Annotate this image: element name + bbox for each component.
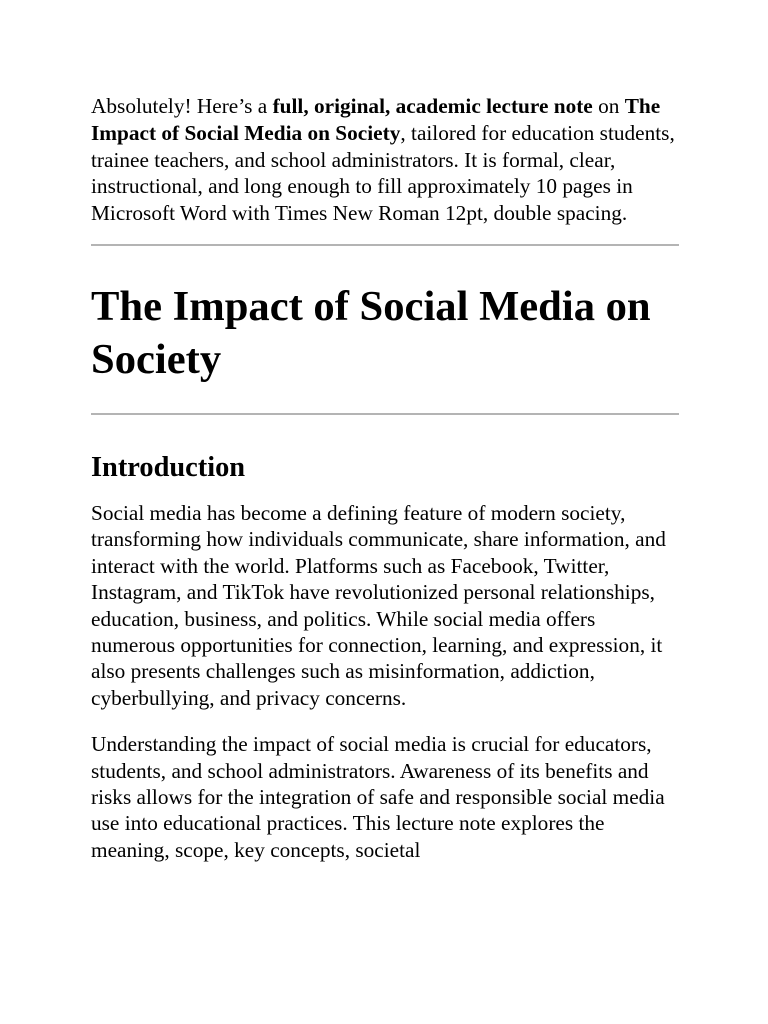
body-paragraph: Understanding the impact of social media is crucial for educators, students, and school administrators. Awareness of its benefits and risks allows for the integration of safe and responsible social media use into educational practices. This lecture note explores the meaning, scope, key concepts, societal [91,732,665,862]
document-title: The Impact of Social Media on Society [91,282,651,383]
intro-text-1: Absolutely! Here’s a [91,94,273,118]
intro-text-2: on [592,94,625,118]
document-page [91,93,679,863]
intro-bold-1: full, original, academic lecture note [272,94,593,118]
section-heading-introduction: Introduction [91,451,246,483]
intro-note [91,93,679,227]
intro-bold-2: The Impact of Social Media on Society [91,94,661,145]
body-paragraph: Social media has become a defining feature of modern society, transforming how individuals communicate, share information, and interact with the world. Platforms such as Facebook, Twitter, Instagram, and TikTok have revolutionized personal relationships, education, business, and politics. While social media offers numerous opportunities for connection, learning, and expression, it also presents challenges such as misinformation, addiction, cyberbullying, and privacy concerns. [91,500,666,710]
intro-text-3: , tailored for education students, trainee teachers, and school administrators. It is formal, clear, instructional, and long enough to fill approximately 10 pages in Microsoft Word with Times New Roman 12pt, double spacing. [91,120,675,226]
